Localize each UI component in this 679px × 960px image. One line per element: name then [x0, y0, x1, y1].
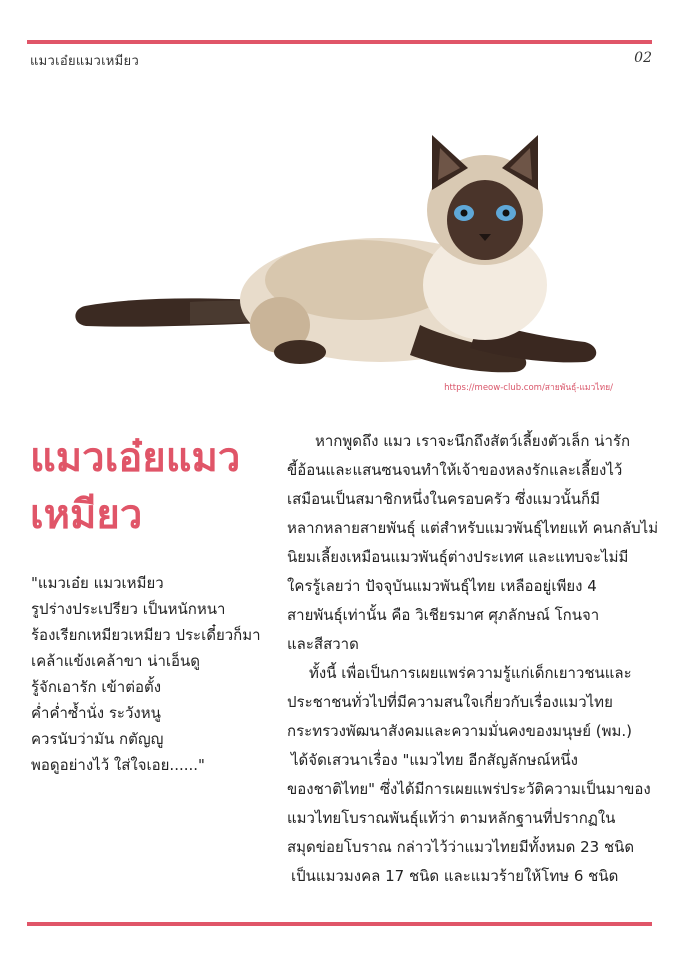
- bottom-rule: [27, 922, 652, 926]
- body-line: ทั้งนี้ เพื่อเป็นการเผยแพร่ความรู้แก่เด็กเยาวชนและ: [309, 664, 632, 682]
- body-line: กระทรวงพัฒนาสังคมและความมั่นคงของมนุษย์ (พม.): [287, 722, 633, 740]
- poem-line: ค่ำค่ำซ้ำนั่ง ระวังหนู: [31, 704, 161, 722]
- body-line: เสมือนเป็นสมาชิกหนึ่งในครอบครัว ซึ่งแมวนั้นก็มี: [287, 490, 600, 508]
- body-line: ประชาชนทั่วไปที่มีความสนใจเกี่ยวกับเรื่องแมวไทย: [287, 693, 613, 711]
- poem-line: ควรนับว่ามัน กตัญญู: [31, 730, 164, 748]
- poem-line: พอดูอย่างไว้ ใส่ใจเอย......": [31, 756, 205, 774]
- body-line: สมุดข่อยโบราณ กล่าวไว้ว่าแมวไทยมีทั้งหมด 23 ชนิด: [287, 838, 635, 856]
- body-line: หลากหลายสายพันธุ์ แต่สำหรับแมวพันธุ์ไทยแท้ คนกลับไม่: [287, 519, 659, 537]
- body-text: [287, 427, 657, 891]
- header-title: แมวเอ๋ยแมวเหมียว: [30, 54, 140, 69]
- title-line-1: แมวเอ๋ยแมว: [30, 435, 241, 481]
- poem-line: เคล้าแข้งเคล้าขา น่าเอ็นดู: [31, 652, 201, 670]
- siamese-cat-image: [60, 120, 640, 395]
- body-line: ขี้อ้อนและแสนซนจนทำให้เจ้าของหลงรักและเลี้ยงไว้: [287, 461, 623, 479]
- body-line: ของชาติไทย" ซึ่งได้มีการเผยแพร่ประวัติความเป็นมาของ: [287, 780, 651, 798]
- title-line-2: เหมียว: [30, 492, 143, 538]
- body-line: และสีสวาด: [287, 635, 359, 653]
- body-line: เป็นแมวมงคล 17 ชนิด และแมวร้ายให้โทษ 6 ชนิด: [291, 867, 619, 885]
- body-line: นิยมเลี้ยงเหมือนแมวพันธุ์ต่างประเทศ และแทบจะไม่มี: [287, 548, 629, 566]
- poem-line: รูปร่างประเปรียว เป็นหนักหนา: [31, 600, 226, 618]
- page-number: 02: [634, 50, 652, 66]
- body-line: หากพูดถึง แมว เราจะนึกถึงสัตว์เลี้ยงตัวเล็ก น่ารัก: [315, 432, 631, 450]
- poem: [31, 570, 271, 778]
- poem-line: ร้องเรียกเหมียวเหมียว ประเดี๋ยวก็มา: [31, 626, 261, 644]
- body-line: ใครรู้เลยว่า ปัจจุบันแมวพันธุ์ไทย เหลืออยู่เพียง 4: [287, 577, 597, 595]
- body-line: แมวไทยโบราณพันธุ์แท้ว่า ตามหลักฐานที่ปรากฏใน: [287, 809, 616, 827]
- poem-line: รู้จักเอารัก เข้าต่อตั้ง: [31, 678, 162, 696]
- poem-line: "แมวเอ๋ย แมวเหมียว: [31, 574, 164, 592]
- article-title: [30, 430, 280, 544]
- body-line: สายพันธุ์เท่านั้น คือ วิเชียรมาศ ศุภลักษณ์ โกนจา: [287, 606, 600, 624]
- top-rule: [27, 40, 652, 44]
- image-caption: https://meow-club.com/สายพันธุ์-แมวไทย/: [444, 383, 613, 393]
- body-line: ได้จัดเสวนาเรื่อง "แมวไทย อีกสัญลักษณ์หนึ่ง: [291, 751, 578, 769]
